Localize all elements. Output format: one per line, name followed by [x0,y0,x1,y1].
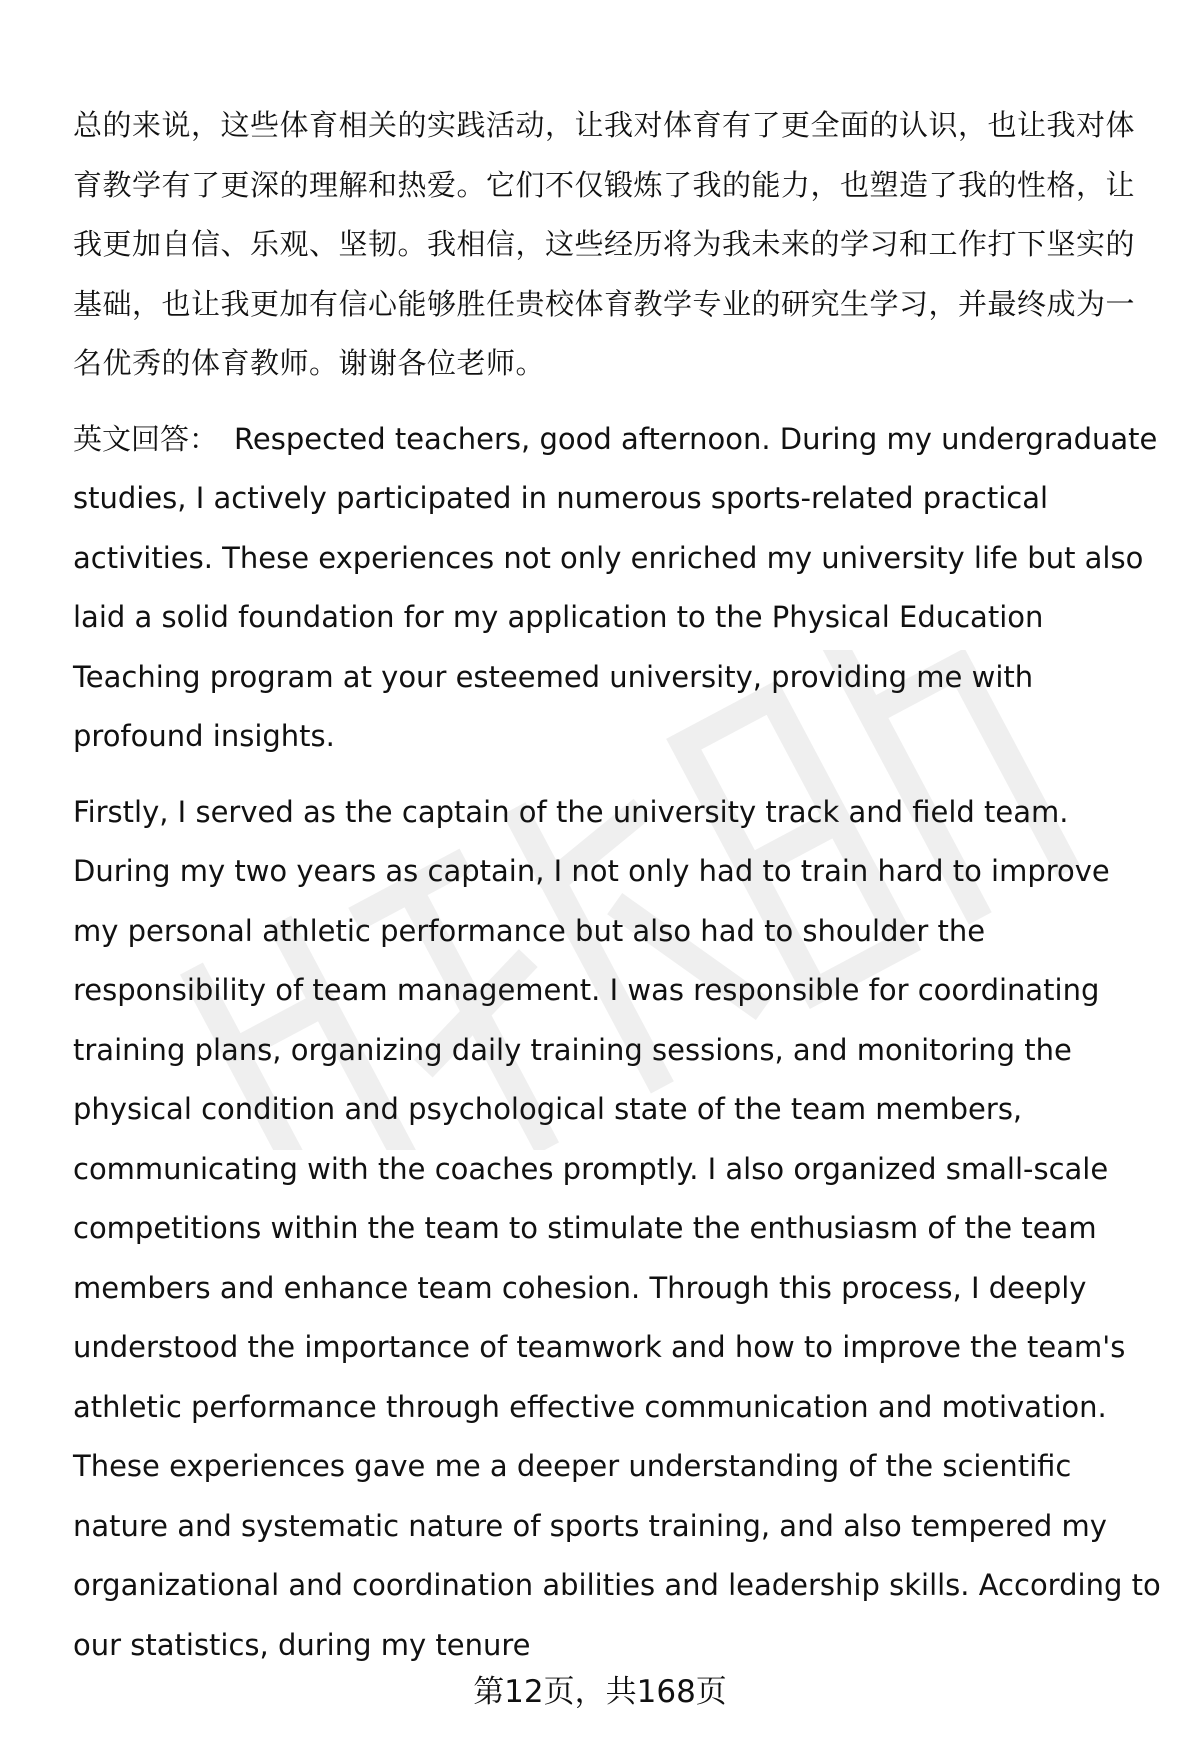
english-answer-intro [73,410,1163,767]
page-number-footer: 第12页，共168页 [473,1674,727,1710]
english-paragraph-captain: Firstly, I served as the captain of the university track and field team. During my two years as captain, I not only had to train hard to improve my personal athletic performance but also had to shoulder the responsibility of team management. I was responsible for coordinating training plans, organizing daily training sessions, and monitoring the physical condition and psychological state of the team members, communicating with the coaches promptly. I also organized small-scale competitions within the team to stimulate the enthusiasm of the team members and enhance team cohesion. Through this process, I deeply understood the importance of teamwork and how to improve the team's athletic performance through effective communication and motivation. These experiences gave me a deeper understanding of the scientific nature and systematic nature of sports training, and also tempered my organizational and coordination abilities and leadership skills. According to our statistics, during my tenure [73,794,1161,1662]
document-body [73,96,1163,1675]
english-answer-label: 英文回答： [73,421,219,456]
closing-paragraph-chinese: 总的来说，这些体育相关的实践活动，让我对体育有了更全面的认识，也让我对体育教学有了更深的理解和热爱。它们不仅锻炼了我的能力，也塑造了我的性格，让我更加自信、乐观、坚韧。我相信，这些经历将为我未来的学习和工作打下坚实的基础，也让我更加有信心能够胜任贵校体育教学专业的研究生学习，并最终成为一名优秀的体育教师。谢谢各位老师。 [73,108,1136,380]
english-intro-text: Respected teachers, good afternoon. During my undergraduate studies, I actively participated in numerous sports-related practical activities. These experiences not only enriched my university life but also laid a solid foundation for my application to the Physical Education Teaching program at your esteemed university, providing me with profound insights. [73,421,1158,753]
